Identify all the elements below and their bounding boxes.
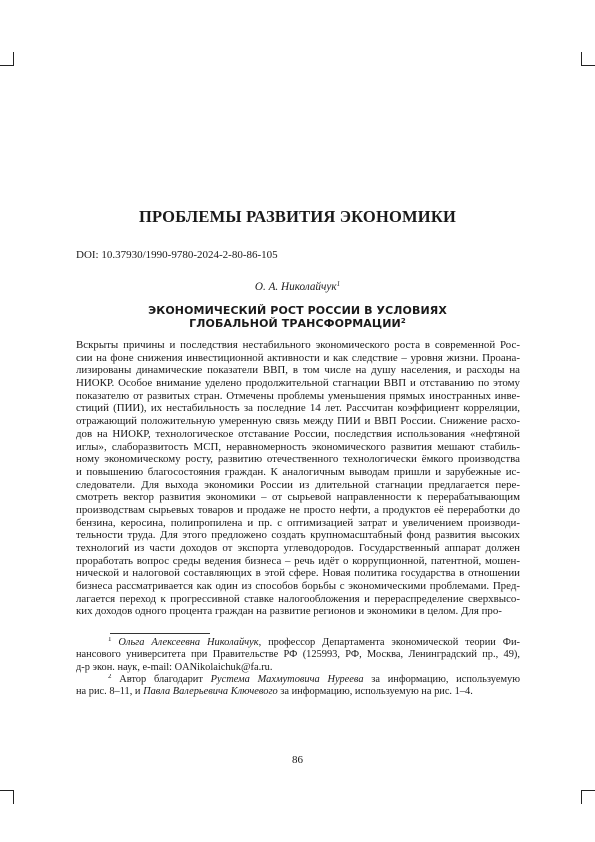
footnote-2-line: на рис. 8–11, и Павла Валерьевича Ключевого за информацию, используемую на рис. 1–4. bbox=[76, 686, 473, 698]
abstract-line: отражающий положительную умеренную связь между ПИИ и ВВП России. Снижение расхо- bbox=[76, 415, 520, 428]
abstract-line: иглы», слаборазвитость МСП, неравномерность экономического развития мешают стабиль- bbox=[76, 440, 520, 453]
article-title bbox=[0, 304, 595, 330]
crop-mark bbox=[581, 52, 582, 66]
abstract-line: производствам сырьевых товаров и продаже не просто нефти, а продуктов её переработки до bbox=[76, 503, 520, 516]
author-line bbox=[0, 281, 595, 293]
abstract-line: бизнеса рассматривается как один из способов борьбы с экономическими проблемами. Пред- bbox=[76, 580, 520, 593]
footnote-2: $^2$ Автор благодарит Рустема Махмутовича Нуреева за информацию, используемую bbox=[108, 673, 520, 685]
abstract bbox=[76, 339, 520, 618]
abstract-line: ному экономическому росту, развитию отечественного технологически ёмкого производства bbox=[76, 453, 520, 466]
crop-mark bbox=[581, 65, 595, 66]
abstract-line: лагается переход к прогрессивной ставке налогообложения и перераспределение сверхвысо- bbox=[76, 592, 520, 605]
doi: DOI: 10.37930/1990-9780-2024-2-80-86-105 bbox=[76, 249, 278, 261]
abstract-line: смотреть вектор развития экономики – от сырьевой направленности к перерабатывающим bbox=[76, 491, 520, 504]
abstract-line: Вскрыты причины и последствия нестабильного экономического роста в современной Рос- bbox=[76, 339, 520, 351]
article-title-line: ГЛОБАЛЬНОЙ ТРАНСФОРМАЦИИ$^2$ bbox=[189, 317, 406, 330]
footnote-author-name: Ольга Алексеевна Николайчук bbox=[118, 637, 259, 648]
abstract-line: дов на НИОКР, технологическое отставание России, последствия использования «нефтяной bbox=[76, 427, 520, 440]
crop-mark bbox=[0, 790, 14, 791]
abstract-line: технологий из части доходов от экспорта углеводородов. Государственный аппарат должен bbox=[76, 542, 520, 554]
abstract-line: ких доходов одного процента граждан на развитие регионов и экономики в целом. Для про- bbox=[76, 605, 502, 618]
footnote-1: $^1$ Ольга Алексеевна Николайчук, профессор Департамента экономической теории Фи- bbox=[108, 637, 520, 648]
footnote-1-line: д-р экон. наук, e-mail: OANikolaichuk@fa.ru. bbox=[76, 661, 273, 673]
abstract-line: бензина, керосина, полипропилена и пр. с оптимизацией затрат и увеличением производи- bbox=[76, 516, 520, 529]
footnote-divider bbox=[110, 633, 210, 634]
footnote-1-line: нансового университета при Правительстве РФ (125993, РФ, Москва, Ленинградский пр., 49), bbox=[76, 649, 520, 661]
abstract-line: нической и налоговой составляющих в этой сфере. Новая политика государства в отношении bbox=[76, 567, 520, 580]
abstract-line: лизированы динамические показатели ВВП, в том числе на душу населения, и расходы на bbox=[76, 364, 520, 377]
abstract-line: показателю от развитых стран. Отмечены проблемы уменьшения прямых иностранных инве- bbox=[76, 389, 520, 402]
abstract-line: следователи. Для выхода экономики России из длительной стагнации предлагается пере- bbox=[76, 478, 520, 491]
footnote-mark: 1 bbox=[336, 280, 341, 288]
section-title: ПРОБЛЕМЫ РАЗВИТИЯ ЭКОНОМИКИ bbox=[138, 207, 457, 226]
abstract-line: проработать вопрос среды ведения бизнеса – речь идёт о коррупционной, патентной, мошен- bbox=[76, 554, 520, 567]
crop-mark bbox=[581, 790, 595, 791]
crop-mark bbox=[0, 65, 14, 66]
footnote-mark: 2 bbox=[400, 317, 406, 325]
abstract-line: НИОКР. Особое внимание уделено продолжительной стагнации ВВП и отставанию по этому bbox=[76, 377, 520, 390]
abstract-line: сии на фоне снижения инвестиционной активности и как следствие – уровня жизни. Проана- bbox=[76, 351, 520, 364]
footnotes bbox=[76, 637, 520, 698]
abstract-line: тельности труда. Для этого предложено создать крупномасштабный фонд развития высоких bbox=[76, 529, 520, 542]
crop-mark bbox=[13, 52, 14, 66]
abstract-line: и повышению благосостояния граждан. К аналогичным выводам пришли и зарубежные ис- bbox=[76, 465, 520, 478]
author-name: О. А. Николайчук bbox=[254, 281, 337, 293]
page-number: 86 bbox=[292, 754, 303, 766]
crop-mark bbox=[581, 790, 582, 804]
abstract-line: стиций (ПИИ), их нестабильность за последние 14 лет. Рассчитан коэффициент корреляции, bbox=[76, 402, 520, 415]
crop-mark bbox=[13, 790, 14, 804]
article-title-line: ЭКОНОМИЧЕСКИЙ РОСТ РОССИИ В УСЛОВИЯХ bbox=[148, 304, 447, 317]
